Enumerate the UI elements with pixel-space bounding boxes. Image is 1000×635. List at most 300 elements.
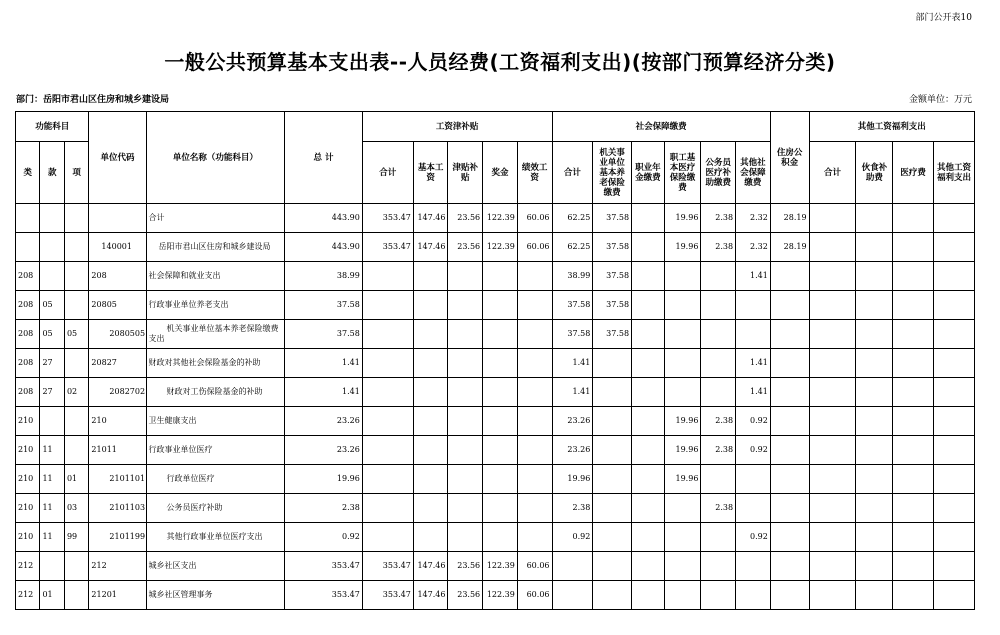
cell-allowance — [448, 349, 483, 378]
cell-allowance — [448, 262, 483, 291]
cell-xiang — [64, 204, 88, 233]
cell-xiang: 99 — [64, 523, 88, 552]
cell-other-social — [736, 581, 771, 610]
cell-wage-sum — [362, 378, 413, 407]
cell-performance: 60.06 — [517, 233, 552, 262]
page-title: 一般公共预算基本支出表--人员经费(工资福利支出)(按部门预算经济分类) — [164, 50, 836, 74]
cell-civil-medical — [701, 291, 736, 320]
cell-pension: 37.58 — [593, 204, 632, 233]
cell-housing: 28.19 — [770, 204, 809, 233]
cell-total: 0.92 — [285, 523, 363, 552]
cell-social-sum: 38.99 — [552, 262, 593, 291]
cell-performance — [517, 407, 552, 436]
cell-meal — [856, 407, 893, 436]
cell-lei: 208 — [16, 262, 40, 291]
cell-other-sum — [809, 552, 856, 581]
cell-unit-name: 城乡社区支出 — [146, 552, 285, 581]
cell-other-social: 2.32 — [736, 233, 771, 262]
cell-medical — [664, 581, 701, 610]
cell-civil-medical: 2.38 — [701, 204, 736, 233]
cell-total: 19.96 — [285, 465, 363, 494]
cell-civil-medical — [701, 552, 736, 581]
cell-other-social: 2.32 — [736, 204, 771, 233]
cell-annuity — [632, 349, 665, 378]
cell-other-welfare — [933, 349, 974, 378]
cell-pension — [593, 436, 632, 465]
cell-annuity — [632, 320, 665, 349]
budget-table — [15, 111, 975, 610]
header-med-fee: 医疗费 — [893, 142, 934, 204]
cell-other-social: 0.92 — [736, 407, 771, 436]
cell-other-sum — [809, 465, 856, 494]
cell-annuity — [632, 407, 665, 436]
cell-medical: 19.96 — [664, 407, 701, 436]
cell-xiang: 01 — [64, 465, 88, 494]
cell-allowance: 23.56 — [448, 233, 483, 262]
header-wage-sum: 合计 — [362, 142, 413, 204]
cell-allowance — [448, 494, 483, 523]
cell-other-welfare — [933, 436, 974, 465]
cell-annuity — [632, 436, 665, 465]
cell-total: 2.38 — [285, 494, 363, 523]
cell-medical: 19.96 — [664, 233, 701, 262]
table-row — [16, 581, 975, 610]
cell-performance — [517, 291, 552, 320]
cell-social-sum: 19.96 — [552, 465, 593, 494]
cell-civil-medical — [701, 581, 736, 610]
cell-bonus — [483, 523, 518, 552]
cell-total: 353.47 — [285, 581, 363, 610]
cell-other-social — [736, 552, 771, 581]
header-social-sum: 合计 — [552, 142, 593, 204]
cell-performance — [517, 378, 552, 407]
header-meal: 伙食补助费 — [856, 142, 893, 204]
header-unit-name: 单位名称（功能科目） — [146, 112, 285, 204]
cell-medical: 19.96 — [664, 204, 701, 233]
cell-basic-wage — [413, 436, 448, 465]
table-row — [16, 552, 975, 581]
cell-annuity — [632, 378, 665, 407]
cell-unit-code: 20805 — [89, 291, 146, 320]
cell-housing — [770, 581, 809, 610]
cell-housing — [770, 262, 809, 291]
cell-unit-name: 其他行政事业单位医疗支出 — [146, 523, 285, 552]
cell-performance — [517, 494, 552, 523]
cell-xiang: 03 — [64, 494, 88, 523]
department-label: 部门：岳阳市君山区住房和城乡建设局 — [16, 95, 170, 105]
cell-pension — [593, 349, 632, 378]
cell-annuity — [632, 233, 665, 262]
cell-total: 23.26 — [285, 407, 363, 436]
cell-lei: 212 — [16, 581, 40, 610]
table-row — [16, 320, 975, 349]
cell-med-fee — [893, 523, 934, 552]
cell-basic-wage — [413, 465, 448, 494]
cell-kuan — [40, 204, 64, 233]
cell-annuity — [632, 552, 665, 581]
cell-other-social — [736, 291, 771, 320]
cell-performance: 60.06 — [517, 552, 552, 581]
cell-medical — [664, 320, 701, 349]
header-unit-code: 单位代码 — [89, 112, 146, 204]
cell-meal — [856, 378, 893, 407]
cell-lei: 210 — [16, 523, 40, 552]
cell-other-welfare — [933, 581, 974, 610]
cell-med-fee — [893, 494, 934, 523]
cell-kuan: 11 — [40, 494, 64, 523]
header-total: 总 计 — [285, 112, 363, 204]
cell-other-sum — [809, 233, 856, 262]
cell-wage-sum — [362, 523, 413, 552]
cell-bonus — [483, 407, 518, 436]
cell-civil-medical: 2.38 — [701, 494, 736, 523]
cell-social-sum: 62.25 — [552, 204, 593, 233]
cell-other-social: 1.41 — [736, 349, 771, 378]
cell-pension — [593, 581, 632, 610]
cell-xiang — [64, 436, 88, 465]
cell-social-sum: 23.26 — [552, 436, 593, 465]
cell-meal — [856, 320, 893, 349]
cell-housing — [770, 378, 809, 407]
table-row — [16, 465, 975, 494]
cell-total: 353.47 — [285, 552, 363, 581]
cell-meal — [856, 436, 893, 465]
cell-kuan: 27 — [40, 349, 64, 378]
table-row — [16, 494, 975, 523]
cell-other-social: 0.92 — [736, 523, 771, 552]
table-row — [16, 523, 975, 552]
cell-lei: 210 — [16, 465, 40, 494]
header-annuity: 职业年金缴费 — [632, 142, 665, 204]
cell-housing — [770, 407, 809, 436]
cell-social-sum: 37.58 — [552, 291, 593, 320]
cell-basic-wage — [413, 320, 448, 349]
cell-unit-code — [89, 204, 146, 233]
cell-medical — [664, 552, 701, 581]
cell-other-welfare — [933, 204, 974, 233]
cell-social-sum: 1.41 — [552, 349, 593, 378]
cell-bonus: 122.39 — [483, 552, 518, 581]
cell-med-fee — [893, 262, 934, 291]
cell-other-social: 1.41 — [736, 262, 771, 291]
table-row — [16, 262, 975, 291]
cell-total: 23.26 — [285, 436, 363, 465]
cell-meal — [856, 233, 893, 262]
cell-pension: 37.58 — [593, 262, 632, 291]
cell-pension: 37.58 — [593, 233, 632, 262]
table-row — [16, 233, 975, 262]
cell-meal — [856, 262, 893, 291]
cell-unit-code: 210 — [89, 407, 146, 436]
cell-xiang: 02 — [64, 378, 88, 407]
cell-xiang — [64, 349, 88, 378]
cell-unit-name: 机关事业单位基本养老保险缴费支出 — [146, 320, 285, 349]
cell-other-welfare — [933, 378, 974, 407]
cell-xiang — [64, 581, 88, 610]
cell-unit-code: 21201 — [89, 581, 146, 610]
cell-medical: 19.96 — [664, 465, 701, 494]
cell-annuity — [632, 262, 665, 291]
cell-meal — [856, 349, 893, 378]
cell-allowance — [448, 523, 483, 552]
cell-performance: 60.06 — [517, 204, 552, 233]
cell-other-welfare — [933, 465, 974, 494]
cell-basic-wage — [413, 407, 448, 436]
cell-kuan: 11 — [40, 465, 64, 494]
header-allowance: 津贴补贴 — [448, 142, 483, 204]
cell-unit-code: 2101103 — [89, 494, 146, 523]
cell-other-social — [736, 465, 771, 494]
cell-social-sum: 0.92 — [552, 523, 593, 552]
amount-unit-label: 金额单位：万元 — [908, 95, 972, 105]
cell-kuan: 05 — [40, 291, 64, 320]
cell-performance — [517, 436, 552, 465]
cell-civil-medical — [701, 262, 736, 291]
header-bonus: 奖金 — [483, 142, 518, 204]
header-other-social: 其他社会保障缴费 — [736, 142, 771, 204]
header-xiang: 项 — [64, 142, 88, 204]
header-performance: 绩效工资 — [517, 142, 552, 204]
cell-med-fee — [893, 233, 934, 262]
cell-annuity — [632, 494, 665, 523]
cell-allowance — [448, 407, 483, 436]
cell-total: 1.41 — [285, 378, 363, 407]
cell-bonus: 122.39 — [483, 233, 518, 262]
cell-total: 38.99 — [285, 262, 363, 291]
cell-civil-medical — [701, 378, 736, 407]
cell-civil-medical — [701, 349, 736, 378]
cell-total: 443.90 — [285, 233, 363, 262]
cell-basic-wage: 147.46 — [413, 204, 448, 233]
cell-annuity — [632, 291, 665, 320]
cell-bonus: 122.39 — [483, 204, 518, 233]
cell-allowance — [448, 291, 483, 320]
cell-civil-medical: 2.38 — [701, 436, 736, 465]
cell-med-fee — [893, 465, 934, 494]
cell-med-fee — [893, 291, 934, 320]
header-other-group: 其他工资福利支出 — [809, 112, 974, 142]
cell-civil-medical — [701, 523, 736, 552]
cell-wage-sum — [362, 436, 413, 465]
cell-social-sum — [552, 581, 593, 610]
cell-med-fee — [893, 552, 934, 581]
header-pension: 机关事业单位基本养老保险缴费 — [593, 142, 632, 204]
cell-other-welfare — [933, 262, 974, 291]
cell-social-sum — [552, 552, 593, 581]
table-row — [16, 204, 975, 233]
cell-annuity — [632, 204, 665, 233]
cell-meal — [856, 523, 893, 552]
cell-other-sum — [809, 291, 856, 320]
cell-meal — [856, 552, 893, 581]
cell-kuan: 11 — [40, 436, 64, 465]
table-row — [16, 378, 975, 407]
cell-bonus — [483, 494, 518, 523]
cell-wage-sum — [362, 407, 413, 436]
cell-basic-wage — [413, 523, 448, 552]
cell-other-sum — [809, 262, 856, 291]
cell-performance — [517, 262, 552, 291]
cell-civil-medical: 2.38 — [701, 407, 736, 436]
cell-kuan: 05 — [40, 320, 64, 349]
cell-allowance — [448, 378, 483, 407]
cell-social-sum: 2.38 — [552, 494, 593, 523]
cell-xiang — [64, 233, 88, 262]
cell-allowance — [448, 465, 483, 494]
cell-other-welfare — [933, 291, 974, 320]
cell-lei: 208 — [16, 378, 40, 407]
header-social-group: 社会保障缴费 — [552, 112, 770, 142]
cell-meal — [856, 291, 893, 320]
cell-xiang — [64, 291, 88, 320]
cell-unit-name: 公务员医疗补助 — [146, 494, 285, 523]
cell-wage-sum — [362, 291, 413, 320]
cell-total: 1.41 — [285, 349, 363, 378]
cell-medical — [664, 378, 701, 407]
cell-lei: 208 — [16, 291, 40, 320]
cell-allowance — [448, 320, 483, 349]
cell-housing — [770, 465, 809, 494]
cell-pension — [593, 378, 632, 407]
cell-wage-sum: 353.47 — [362, 204, 413, 233]
cell-other-welfare — [933, 407, 974, 436]
cell-lei: 212 — [16, 552, 40, 581]
header-lei: 类 — [16, 142, 40, 204]
cell-pension — [593, 523, 632, 552]
cell-basic-wage — [413, 291, 448, 320]
cell-lei: 210 — [16, 436, 40, 465]
cell-wage-sum — [362, 465, 413, 494]
cell-basic-wage: 147.46 — [413, 552, 448, 581]
cell-allowance: 23.56 — [448, 581, 483, 610]
cell-other-social — [736, 320, 771, 349]
cell-kuan — [40, 552, 64, 581]
cell-basic-wage: 147.46 — [413, 581, 448, 610]
cell-other-sum — [809, 320, 856, 349]
cell-med-fee — [893, 320, 934, 349]
cell-housing — [770, 320, 809, 349]
cell-bonus — [483, 320, 518, 349]
cell-lei: 210 — [16, 407, 40, 436]
cell-allowance: 23.56 — [448, 552, 483, 581]
cell-performance — [517, 320, 552, 349]
cell-housing — [770, 349, 809, 378]
cell-bonus — [483, 262, 518, 291]
cell-meal — [856, 204, 893, 233]
cell-medical: 19.96 — [664, 436, 701, 465]
cell-other-welfare — [933, 233, 974, 262]
header-kuan: 款 — [40, 142, 64, 204]
header-other-sum: 合计 — [809, 142, 856, 204]
header-housing: 住房公积金 — [770, 112, 809, 204]
cell-med-fee — [893, 436, 934, 465]
cell-kuan — [40, 407, 64, 436]
cell-med-fee — [893, 407, 934, 436]
cell-total: 37.58 — [285, 291, 363, 320]
cell-xiang: 05 — [64, 320, 88, 349]
cell-other-welfare — [933, 523, 974, 552]
cell-housing: 28.19 — [770, 233, 809, 262]
cell-other-sum — [809, 523, 856, 552]
cell-performance — [517, 349, 552, 378]
cell-unit-name: 财政对工伤保险基金的补助 — [146, 378, 285, 407]
cell-annuity — [632, 523, 665, 552]
cell-kuan: 11 — [40, 523, 64, 552]
cell-annuity — [632, 581, 665, 610]
cell-kuan: 01 — [40, 581, 64, 610]
cell-unit-code: 21011 — [89, 436, 146, 465]
cell-other-sum — [809, 378, 856, 407]
cell-pension — [593, 407, 632, 436]
cell-unit-code: 140001 — [89, 233, 146, 262]
cell-housing — [770, 291, 809, 320]
cell-lei: 208 — [16, 320, 40, 349]
cell-bonus — [483, 378, 518, 407]
cell-housing — [770, 436, 809, 465]
cell-basic-wage — [413, 349, 448, 378]
cell-unit-name: 城乡社区管理事务 — [146, 581, 285, 610]
cell-other-social: 1.41 — [736, 378, 771, 407]
cell-wage-sum — [362, 349, 413, 378]
cell-other-welfare — [933, 320, 974, 349]
cell-unit-name: 行政单位医疗 — [146, 465, 285, 494]
cell-lei — [16, 233, 40, 262]
cell-social-sum: 1.41 — [552, 378, 593, 407]
cell-pension — [593, 465, 632, 494]
cell-civil-medical — [701, 320, 736, 349]
cell-other-sum — [809, 349, 856, 378]
cell-meal — [856, 581, 893, 610]
cell-xiang — [64, 552, 88, 581]
cell-basic-wage — [413, 494, 448, 523]
cell-social-sum: 23.26 — [552, 407, 593, 436]
cell-kuan — [40, 262, 64, 291]
cell-med-fee — [893, 349, 934, 378]
cell-basic-wage: 147.46 — [413, 233, 448, 262]
cell-unit-code: 2101199 — [89, 523, 146, 552]
cell-medical — [664, 262, 701, 291]
cell-other-sum — [809, 436, 856, 465]
cell-civil-medical: 2.38 — [701, 233, 736, 262]
cell-unit-name: 社会保障和就业支出 — [146, 262, 285, 291]
cell-unit-name: 财政对其他社会保险基金的补助 — [146, 349, 285, 378]
cell-unit-name: 行政事业单位养老支出 — [146, 291, 285, 320]
table-row — [16, 349, 975, 378]
cell-meal — [856, 465, 893, 494]
cell-total: 37.58 — [285, 320, 363, 349]
cell-other-sum — [809, 407, 856, 436]
header-medical: 职工基本医疗保险缴费 — [664, 142, 701, 204]
cell-pension: 37.58 — [593, 320, 632, 349]
cell-unit-code: 212 — [89, 552, 146, 581]
cell-wage-sum: 353.47 — [362, 233, 413, 262]
cell-housing — [770, 523, 809, 552]
cell-other-sum — [809, 494, 856, 523]
cell-unit-code: 2080505 — [89, 320, 146, 349]
cell-bonus — [483, 291, 518, 320]
cell-xiang — [64, 262, 88, 291]
table-row — [16, 291, 975, 320]
cell-other-sum — [809, 581, 856, 610]
cell-performance — [517, 465, 552, 494]
cell-wage-sum — [362, 494, 413, 523]
cell-xiang — [64, 407, 88, 436]
cell-total: 443.90 — [285, 204, 363, 233]
cell-kuan — [40, 233, 64, 262]
cell-medical — [664, 291, 701, 320]
cell-allowance — [448, 436, 483, 465]
cell-unit-code: 2101101 — [89, 465, 146, 494]
